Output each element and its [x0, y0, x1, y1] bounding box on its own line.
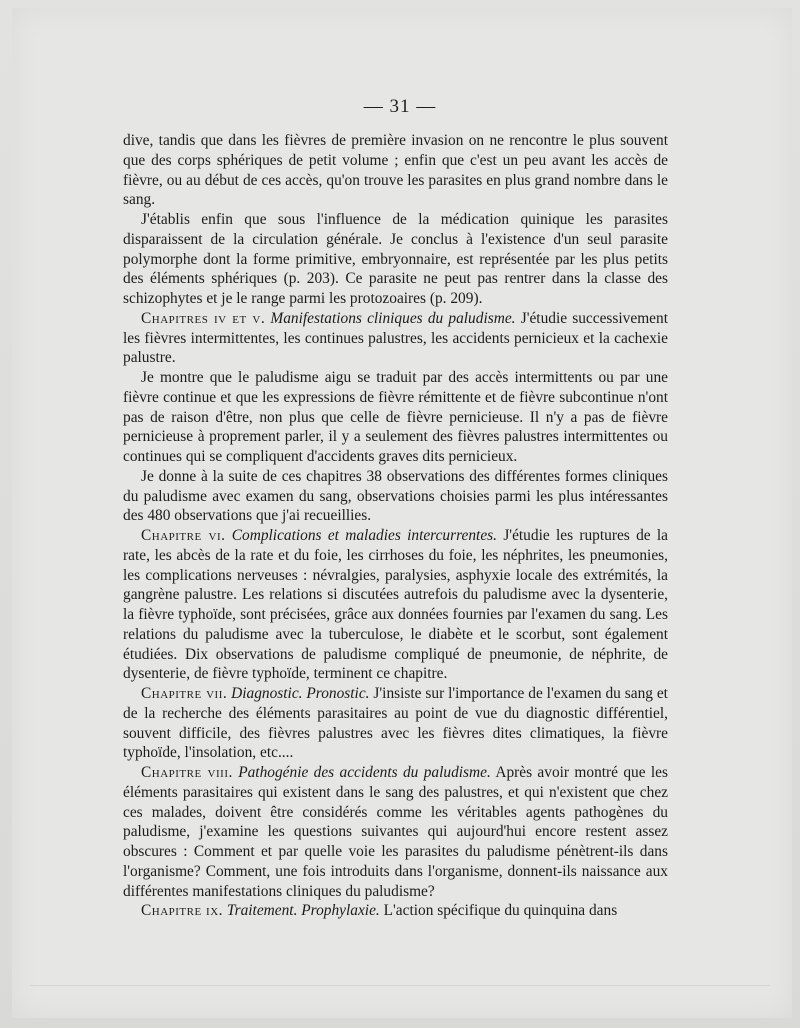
- paragraph-text: J'étudie les ruptures de la rate, les abcès de la rate et du foie, les cirrhoses du foie, les néphrites, les pneumonies, les complications nerveuses : névralgies, paralysies, asphyxie locale des extrémités, la gangrène palustre. Les relations si discutées autrefois du paludisme avec la dysenterie, la fièvre typhoïde, sont précisées, grâce aux données fournies par l'examen du sang. Les relations du paludisme avec la tuberculose, le diabète et le scorbut, sont également étudiées. Dix observations de paludisme compliqué de pneumonie, de néphrite, de dysenterie, de fièvre typhoïde, terminent ce chapitre.: [123, 527, 669, 683]
- chapter-paragraph: [123, 309, 668, 368]
- paragraph-text: Je montre que le paludisme aigu se traduit par des accès intermittents ou par une fièvre continue et que les expressions de fièvre rémittente et de fièvre subcontinue n'ont pas de raison d'être, non plus que celle de fièvre pernicieuse. Il n'y a pas de fièvre pernicieuse à proprement parler, il y a seulement des fièvres palustres intermittentes ou continues qui se compliquent d'accidents graves dits pernicieux.: [123, 369, 668, 465]
- scan-edge-line: [30, 985, 770, 986]
- paragraph: [123, 210, 668, 309]
- chapter-paragraph: [123, 901, 668, 921]
- page-number: — 31 —: [363, 96, 437, 117]
- chapter-title: Diagnostic. Pronostic.: [231, 685, 370, 702]
- body-text: [123, 131, 668, 921]
- chapter-heading: Chapitre ix.: [141, 902, 224, 920]
- paragraph: [123, 467, 668, 526]
- paragraph: [123, 368, 668, 467]
- chapter-heading: Chapitre viii.: [141, 764, 233, 781]
- chapter-heading: Chapitres iv et v.: [141, 309, 266, 327]
- chapter-heading: Chapitre vii.: [141, 685, 228, 702]
- chapter-paragraph: [123, 763, 668, 901]
- chapter-paragraph: [123, 684, 668, 763]
- chapter-heading: Chapitre vi.: [141, 527, 226, 544]
- paragraph-text: J'insiste sur l'importance de l'examen du sang et de la recherche des éléments parasitaires au point de vue du diagnostic différentiel, souvent difficile, des fièvres palustres avec les fièvres dites climatiques, la fièvre typhoïde, l'insolation, etc....: [123, 685, 668, 762]
- paragraph: [123, 131, 668, 210]
- paragraph-text: J'établis enfin que sous l'influence de la médication quinique les parasites disparaissent de la circulation générale. Je conclus à l'existence d'un seul parasite polymorphe dont la forme primitive, embryonnaire, est représentée par les plus petits des éléments sphériques (p. 203). Ce parasite ne peut pas rentrer dans la classe des schizophytes et je le range parmi les protozoaires (p. 209).: [123, 211, 668, 307]
- chapter-title: Manifestations cliniques du paludisme.: [270, 309, 516, 327]
- chapter-paragraph: [123, 526, 668, 684]
- chapter-title: Pathogénie des accidents du paludisme.: [238, 764, 491, 781]
- chapter-title: Traitement. Prophylaxie.: [226, 902, 380, 920]
- paragraph-text: dive, tandis que dans les fièvres de première invasion on ne rencontre le plus souvent que des corps sphériques de petit volume ; enfin que c'est un peu avant les accès de fièvre, ou au début de ces accès, qu'on trouve les parasites en plus grand nombre dans le sang.: [123, 132, 668, 209]
- paragraph-text: L'action spécifique du quinquina dans: [383, 902, 618, 920]
- chapter-title: Complications et maladies intercurrentes.: [231, 527, 498, 544]
- paragraph-text: Je donne à la suite de ces chapitres 38 observations des différentes formes cliniques du paludisme avec examen du sang, observations choisies parmi les plus intéressantes des 480 observations que j'ai recueillies.: [123, 467, 668, 525]
- paragraph-text: J'étudie successivement les fièvres intermittentes, les continues palustres, les accidents pernicieux et la cachexie palustre.: [123, 309, 668, 367]
- paragraph-text: Après avoir montré que les éléments parasitaires qui existent dans le sang des palustres, et qui n'existent que chez ces malades, doivent être considérés comme les véritables agents pathogènes du paludisme, j'examine les questions suivantes qui aujourd'hui encore restent assez obscures : Comment et par quelle voie les parasites du paludisme pénètrent-ils dans l'organisme? Comment, une fois introduits dans l'organisme, donnent-ils naissance aux différentes manifestations cliniques du paludisme?: [123, 764, 668, 900]
